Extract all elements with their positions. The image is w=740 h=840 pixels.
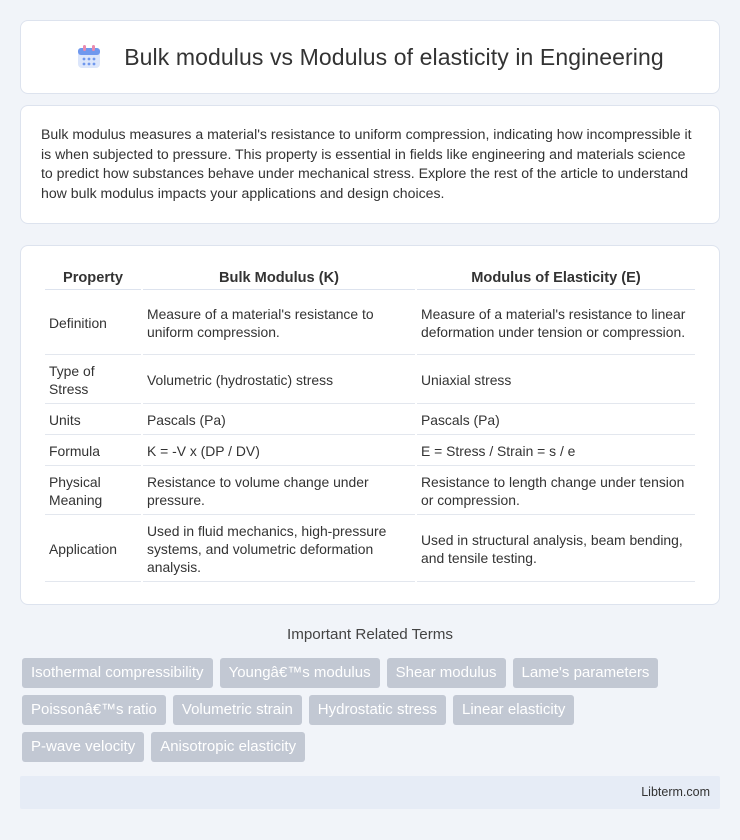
row-property: Application (45, 517, 141, 582)
table-row (45, 357, 695, 404)
calendar-grid-icon (76, 44, 102, 70)
intro-card (20, 105, 720, 224)
related-term-tag[interactable]: Lame's parameters (513, 658, 659, 688)
related-terms-title: Important Related Terms (286, 626, 453, 643)
row-elastic-value: Uniaxial stress (417, 357, 695, 404)
row-bulk-value: Resistance to volume change under pressure. (143, 468, 415, 515)
table-row (45, 517, 695, 582)
comparison-table (43, 264, 697, 584)
row-property: Formula (45, 437, 141, 466)
table-row (45, 406, 695, 435)
row-property: Units (45, 406, 141, 435)
row-bulk-value: Measure of a material's resistance to uniform compression. (143, 292, 415, 355)
row-elastic-value: Measure of a material's resistance to linear deformation under tension or compression. (417, 292, 695, 355)
related-term-tag[interactable]: Anisotropic elasticity (151, 732, 305, 762)
related-term-tag[interactable]: Youngâ€™s modulus (220, 658, 380, 688)
row-elastic-value: Pascals (Pa) (417, 406, 695, 435)
row-elastic-value: Used in structural analysis, beam bending, and tensile testing. (417, 517, 695, 582)
related-term-tag[interactable]: Volumetric strain (173, 695, 302, 725)
row-bulk-value: K = -V x (DP / DV) (143, 437, 415, 466)
row-property: Physical Meaning (45, 468, 141, 515)
page-title: Bulk modulus vs Modulus of elasticity in Engineering (124, 43, 664, 70)
row-bulk-value: Volumetric (hydrostatic) stress (143, 357, 415, 404)
related-term-tag[interactable]: Linear elasticity (453, 695, 574, 725)
row-property: Type of Stress (45, 357, 141, 404)
row-elastic-value: Resistance to length change under tension or compression. (417, 468, 695, 515)
intro-text: Bulk modulus measures a material's resistance to uniform compression, indicating how incompressible it is when subjected to pressure. This property is essential in fields like engineering and materials science to predict how substances behave under mechanical stress. Explore the rest of the article to understand how bulk modulus impacts your applications and design choices. (41, 126, 692, 201)
related-term-tag[interactable]: Shear modulus (387, 658, 506, 688)
row-bulk-value: Used in fluid mechanics, high-pressure systems, and volumetric deformation analysis. (143, 517, 415, 582)
row-bulk-value: Pascals (Pa) (143, 406, 415, 435)
row-elastic-value: E = Stress / Strain = s / e (417, 437, 695, 466)
table-row (45, 292, 695, 355)
footer (20, 776, 720, 809)
table-row (45, 437, 695, 466)
column-header-modulus-of-elasticity: Modulus of Elasticity (E) (417, 266, 695, 290)
header-card (20, 20, 720, 94)
column-header-bulk-modulus: Bulk Modulus (K) (143, 266, 415, 290)
table-row (45, 468, 695, 515)
related-term-tag[interactable]: Poissonâ€™s ratio (22, 695, 166, 725)
comparison-table-card (20, 245, 720, 605)
column-header-property: Property (45, 266, 141, 290)
related-term-tag[interactable]: P-wave velocity (22, 732, 144, 762)
related-term-tag[interactable]: Hydrostatic stress (309, 695, 446, 725)
table-header-row (45, 266, 695, 290)
footer-brand-link[interactable]: Libterm.com (641, 785, 710, 799)
related-term-tag[interactable]: Isothermal compressibility (22, 658, 213, 688)
row-property: Definition (45, 292, 141, 355)
related-terms-list (22, 658, 722, 769)
